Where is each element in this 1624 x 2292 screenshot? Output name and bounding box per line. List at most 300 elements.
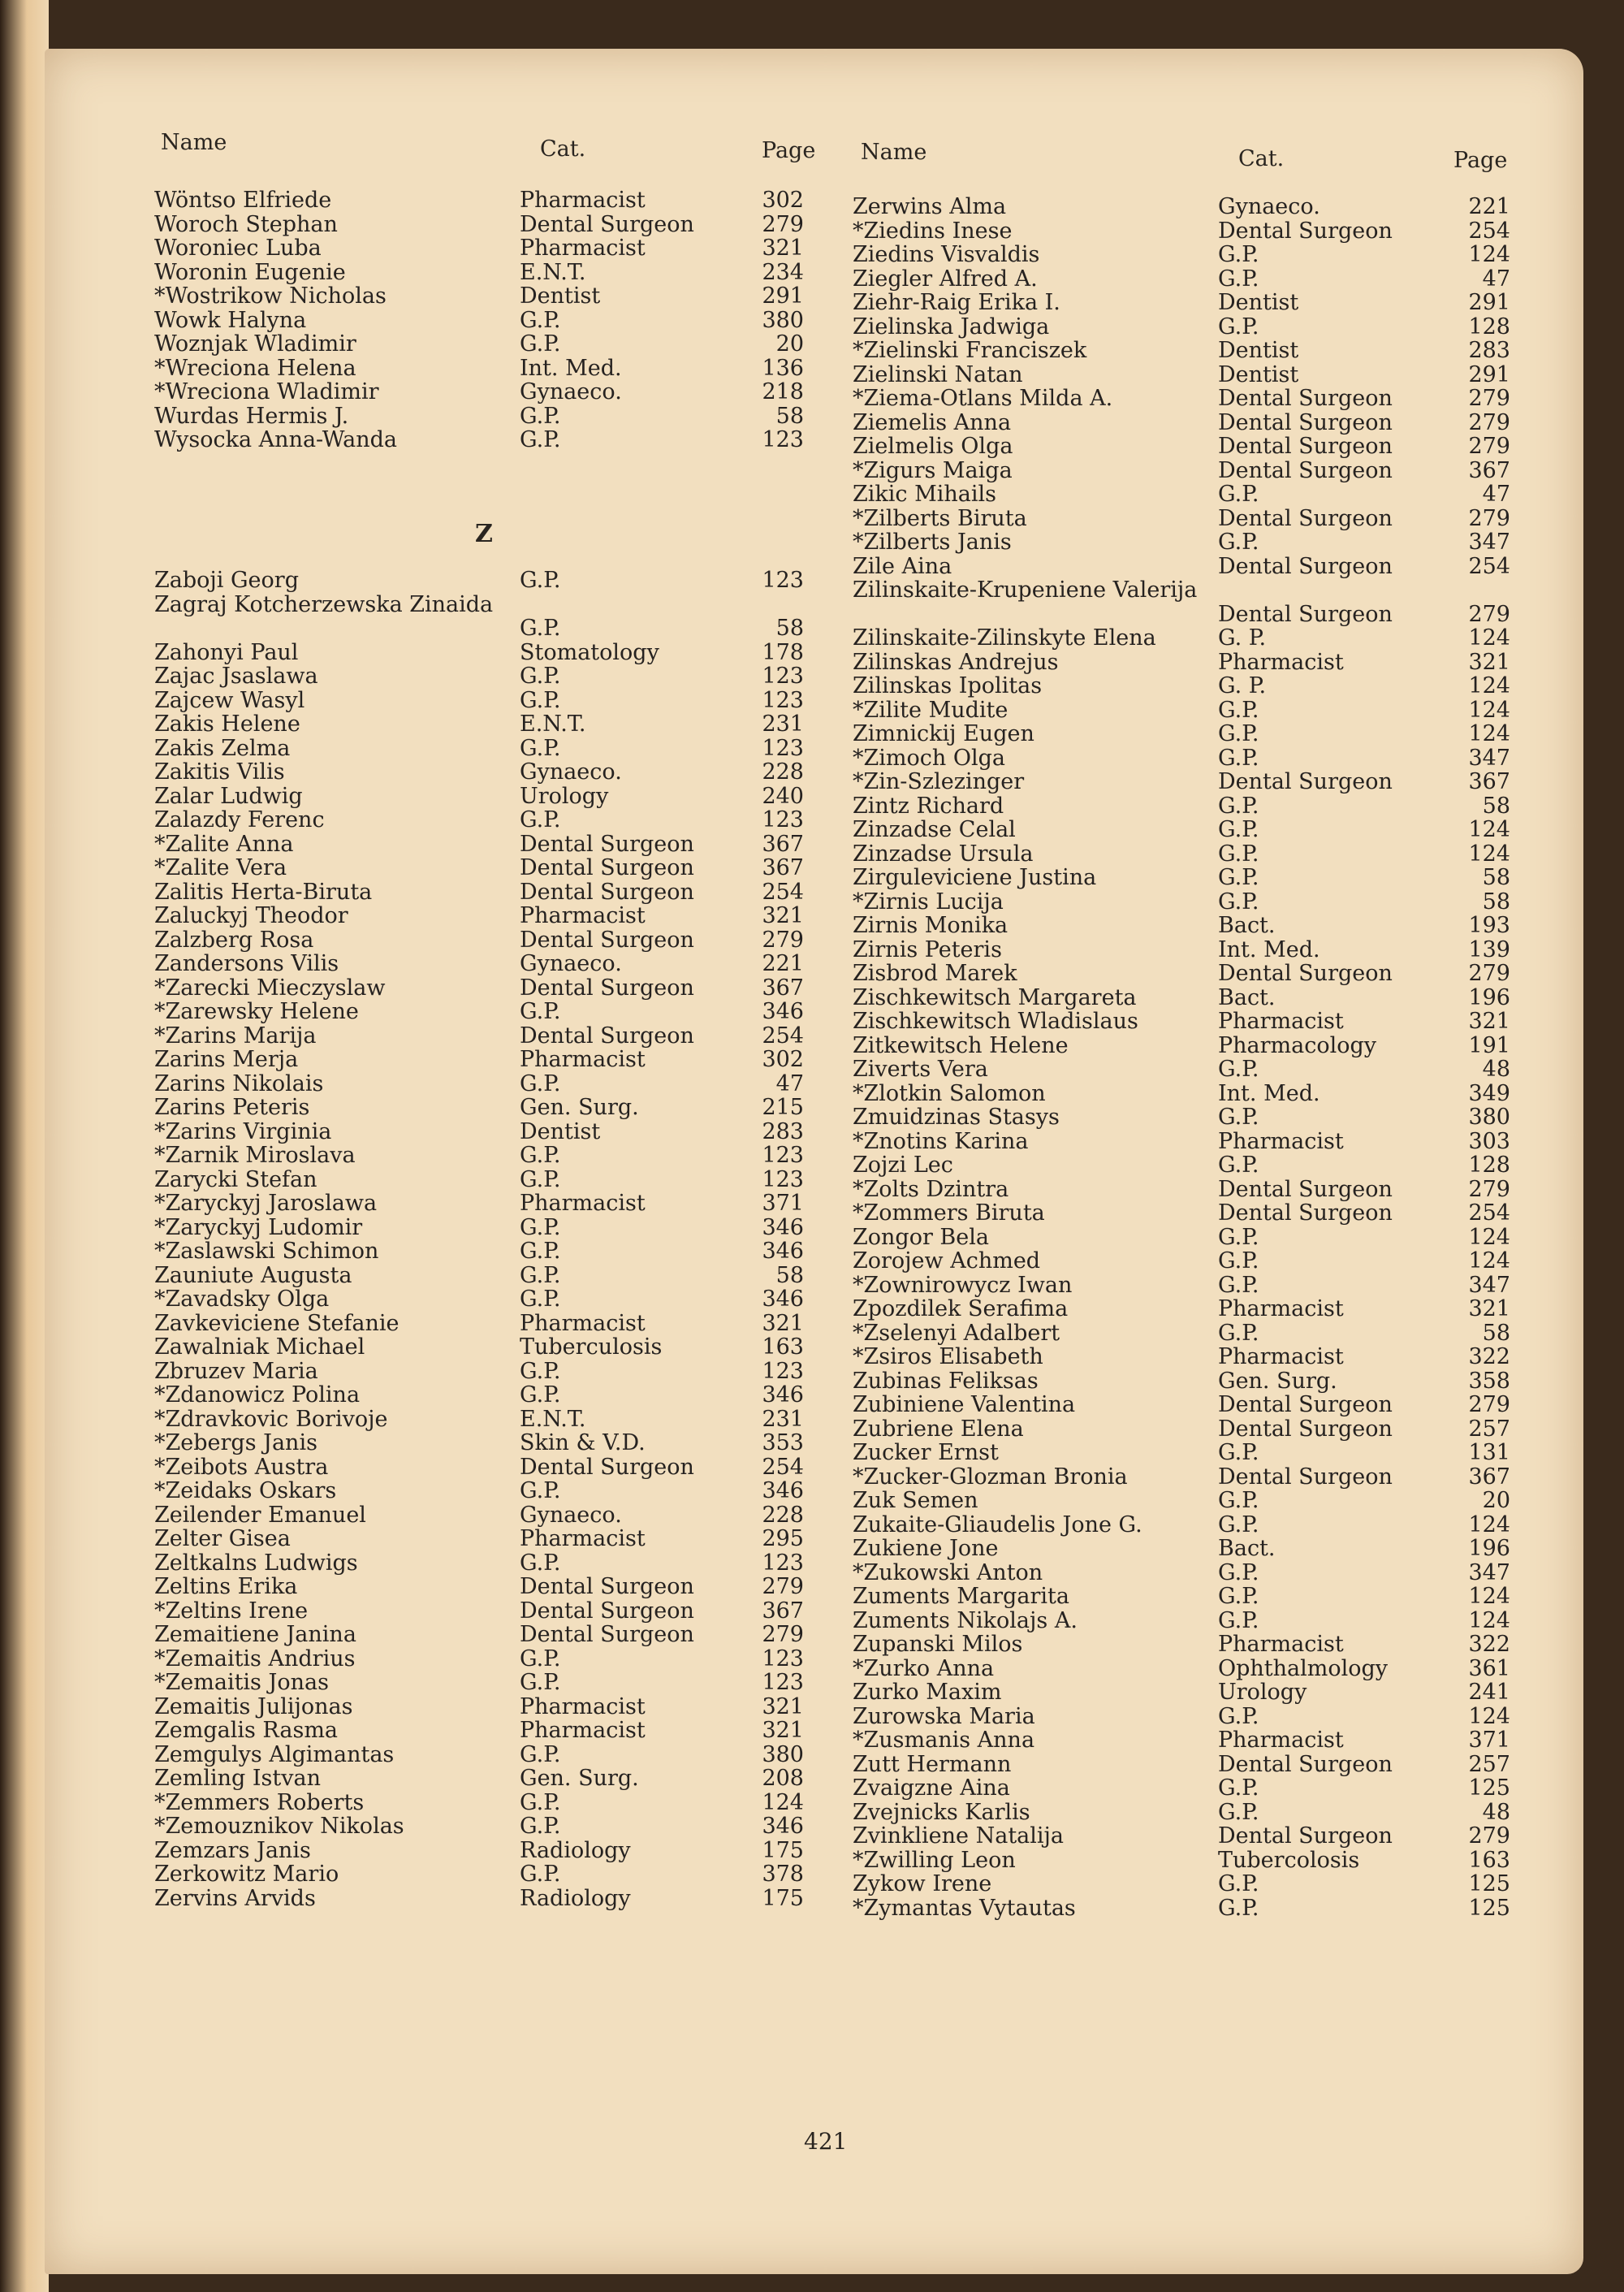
directory-entry xyxy=(853,219,1510,244)
entry-name: Zikic Mihails xyxy=(853,482,996,507)
entry-name: Ziedins Visvaldis xyxy=(853,242,1040,267)
entry-page: 218 xyxy=(762,379,804,404)
directory-entry xyxy=(853,1226,1510,1250)
entry-category: G.P. xyxy=(520,1358,561,1384)
entry-name: Zvinkliene Natalija xyxy=(853,1823,1065,1849)
entry-page: 321 xyxy=(1468,1296,1510,1321)
entry-name: Zeltins Erika xyxy=(154,1574,298,1599)
entry-name: Zmuidzinas Stasys xyxy=(853,1105,1060,1130)
entry-name: Zischkewitsch Margareta xyxy=(853,984,1137,1010)
entry-page: 303 xyxy=(1468,1128,1510,1154)
entry-name: Zitkewitsch Helene xyxy=(853,1032,1069,1058)
directory-entry xyxy=(853,1153,1510,1178)
entry-page: 321 xyxy=(762,236,804,261)
entry-page: 47 xyxy=(1482,266,1510,292)
entry-category: G.P. xyxy=(520,807,561,832)
entry-category: Dental Surgeon xyxy=(1218,1823,1393,1849)
entry-name: Zelter Gisea xyxy=(154,1526,291,1551)
entry-category: Pharmacist xyxy=(1218,1728,1344,1753)
entry-category: G.P. xyxy=(520,1287,561,1312)
entry-name: Zahonyi Paul xyxy=(154,639,299,665)
entry-category: Gynaeco. xyxy=(1218,194,1320,219)
directory-entry xyxy=(853,698,1510,723)
entry-category: Gen. Surg. xyxy=(520,1095,639,1120)
directory-entry xyxy=(853,1130,1510,1154)
entry-page: 178 xyxy=(762,639,804,665)
directory-entry xyxy=(154,593,804,641)
entry-category: Dental Surgeon xyxy=(1218,601,1393,627)
directory-entry xyxy=(853,482,1510,507)
directory-entry xyxy=(853,1274,1510,1298)
entry-category: G.P. xyxy=(1218,817,1259,842)
entry-category: G.P. xyxy=(1218,865,1259,890)
directory-entry xyxy=(154,1575,804,1599)
entry-page: 123 xyxy=(762,687,804,713)
entry-page: 353 xyxy=(762,1430,804,1455)
entry-category: Tubercolosis xyxy=(1218,1847,1360,1873)
entry-category: Pharmacist xyxy=(1218,1632,1344,1657)
entry-name: *Zymantas Vytautas xyxy=(853,1895,1076,1921)
entry-category: Pharmacist xyxy=(520,1718,646,1743)
directory-entry xyxy=(853,315,1510,339)
entry-name: Zuments Nikolajs A. xyxy=(853,1607,1078,1633)
directory-entry xyxy=(154,1335,804,1360)
entry-category: G.P. xyxy=(1218,1511,1259,1537)
entry-name: *Zaryckyj Ludomir xyxy=(154,1214,363,1240)
entry-page: 349 xyxy=(1468,1080,1510,1106)
entry-page: 58 xyxy=(1482,1320,1510,1346)
entry-name: Zuments Margarita xyxy=(853,1584,1069,1609)
directory-entry xyxy=(154,689,804,713)
directory-entry xyxy=(853,1417,1510,1442)
entry-category: Gynaeco. xyxy=(520,951,622,976)
entry-category: Dental Surgeon xyxy=(1218,1200,1393,1226)
entry-name: *Zemouznikov Nikolas xyxy=(154,1814,404,1839)
directory-entry xyxy=(154,808,804,832)
entry-page: 125 xyxy=(1468,1871,1510,1896)
directory-entry xyxy=(853,1801,1510,1825)
entry-category: G.P. xyxy=(520,664,561,689)
entry-name: *Zirnis Lucija xyxy=(853,889,1004,915)
entry-category: G.P. xyxy=(520,1239,561,1264)
entry-name: Ziverts Vera xyxy=(853,1057,988,1082)
directory-entry xyxy=(154,1024,804,1049)
entry-category: Dental Surgeon xyxy=(520,1023,694,1049)
entry-page: 279 xyxy=(1468,1176,1510,1202)
entry-name: Wysocka Anna-Wanda xyxy=(154,427,397,452)
entry-page: 228 xyxy=(762,759,804,785)
directory-entry xyxy=(154,1623,804,1647)
entry-name: *Zeibots Austra xyxy=(154,1454,329,1480)
entry-page: 208 xyxy=(762,1766,804,1791)
entry-name: *Zebergs Janis xyxy=(154,1430,317,1455)
entry-category: G.P. xyxy=(1218,314,1259,339)
entry-page: 231 xyxy=(762,1406,804,1432)
entry-page: 371 xyxy=(1468,1728,1510,1753)
directory-entry xyxy=(154,1239,804,1264)
entry-page: 347 xyxy=(1468,1272,1510,1298)
entry-name: *Ziema-Otlans Milda A. xyxy=(853,386,1113,411)
directory-entry xyxy=(154,880,804,905)
directory-entry xyxy=(853,1753,1510,1777)
entry-name: Zarins Merja xyxy=(154,1047,299,1072)
entry-page: 367 xyxy=(1468,769,1510,794)
directory-entry xyxy=(154,641,804,665)
entry-category: G.P. xyxy=(520,1789,561,1815)
directory-entry xyxy=(154,1862,804,1887)
entry-category: Tuberculosis xyxy=(520,1334,663,1360)
entry-name: Zarins Peteris xyxy=(154,1095,310,1120)
entry-page: 228 xyxy=(762,1502,804,1528)
entry-page: 124 xyxy=(1468,721,1510,746)
directory-entry xyxy=(853,722,1510,746)
entry-page: 47 xyxy=(1482,482,1510,507)
directory-entry xyxy=(853,674,1510,698)
directory-entry xyxy=(154,1048,804,1072)
entry-category: G.P. xyxy=(1218,697,1259,723)
entry-name: *Zukowski Anton xyxy=(853,1559,1043,1585)
entry-name: Zemgulys Algimantas xyxy=(154,1741,395,1767)
entry-page: 254 xyxy=(762,1023,804,1049)
entry-page: 191 xyxy=(1468,1032,1510,1058)
entry-page: 123 xyxy=(762,807,804,832)
entry-page: 124 xyxy=(1468,1224,1510,1250)
entry-category: G.P. xyxy=(1218,1320,1259,1346)
entry-category: Dental Surgeon xyxy=(1218,409,1393,435)
entry-name: Zubiniene Valentina xyxy=(853,1392,1076,1417)
directory-entry xyxy=(154,1743,804,1767)
directory-entry xyxy=(154,1647,804,1671)
entry-page: 378 xyxy=(762,1862,804,1887)
entry-category: G.P. xyxy=(520,1478,561,1503)
entry-name: *Wreciona Wladimir xyxy=(154,379,379,404)
entry-category: Radiology xyxy=(520,1885,631,1911)
entry-name: Zakitis Vilis xyxy=(154,759,285,785)
entry-page: 123 xyxy=(762,1143,804,1168)
directory-entry xyxy=(853,962,1510,986)
entry-name: Zervins Arvids xyxy=(154,1885,316,1911)
entry-page: 215 xyxy=(762,1095,804,1120)
entry-name: Zarycki Stefan xyxy=(154,1166,317,1192)
directory-entry xyxy=(154,1408,804,1432)
entry-page: 128 xyxy=(1468,314,1510,339)
entry-name: Zalazdy Ferenc xyxy=(154,807,325,832)
entry-name: Zukiene Jone xyxy=(853,1536,999,1561)
entry-category: G.P. xyxy=(520,687,561,713)
entry-category: Pharmacist xyxy=(1218,649,1344,675)
entry-category: Dental Surgeon xyxy=(1218,434,1393,459)
entry-page: 254 xyxy=(1468,553,1510,579)
right-column xyxy=(853,195,1510,1920)
directory-entry xyxy=(154,1839,804,1863)
entry-page: 346 xyxy=(762,1214,804,1240)
entry-page: 279 xyxy=(1468,1823,1510,1849)
entry-category: G.P. xyxy=(520,1814,561,1839)
entry-category: Dental Surgeon xyxy=(1218,1176,1393,1202)
entry-category: Dental Surgeon xyxy=(1218,769,1393,794)
entry-category: Dental Surgeon xyxy=(1218,1751,1393,1777)
directory-entry xyxy=(154,284,804,309)
entry-category: G.P. xyxy=(520,403,561,429)
entry-page: 47 xyxy=(775,1070,804,1096)
left-column-bottom xyxy=(154,569,804,1910)
entry-page: 367 xyxy=(762,1598,804,1624)
directory-entry xyxy=(154,1671,804,1695)
directory-entry xyxy=(154,1072,804,1096)
entry-name: *Zlotkin Salomon xyxy=(853,1080,1046,1106)
entry-name: Zucker Ernst xyxy=(853,1440,999,1465)
entry-page: 347 xyxy=(1468,1559,1510,1585)
entry-name: Zakis Helene xyxy=(154,711,300,737)
entry-page: 124 xyxy=(1468,673,1510,698)
directory-entry xyxy=(853,1465,1510,1490)
entry-name: Woronin Eugenie xyxy=(154,259,346,285)
entry-category: G.P. xyxy=(520,1550,561,1576)
directory-entry xyxy=(154,380,804,404)
entry-name: Zongor Bela xyxy=(853,1224,989,1250)
entry-name: Zielinska Jadwiga xyxy=(853,314,1050,339)
section-letter: Z xyxy=(475,520,493,548)
entry-category: Bact. xyxy=(1218,1536,1276,1561)
entry-name: Zvejnicks Karlis xyxy=(853,1799,1030,1825)
entry-category: G.P. xyxy=(1218,745,1259,771)
entry-category: Dentist xyxy=(520,1118,601,1144)
entry-name: Zagraj Kotcherzewska Zinaida xyxy=(154,591,494,617)
entry-category: G.P. xyxy=(1218,1248,1259,1274)
directory-entry xyxy=(853,1657,1510,1681)
entry-name: Woznjak Wladimir xyxy=(154,331,356,357)
entry-page: 367 xyxy=(1468,1464,1510,1490)
entry-page: 20 xyxy=(1482,1488,1510,1513)
entry-page: 124 xyxy=(1468,242,1510,267)
entry-name: *Zaslawski Schimon xyxy=(154,1239,379,1264)
right-header-name: Name xyxy=(861,140,927,165)
entry-category: Dental Surgeon xyxy=(520,879,694,905)
entry-category: Pharmacist xyxy=(520,1693,646,1719)
entry-name: *Zin-Szlezinger xyxy=(853,769,1025,794)
entry-page: 346 xyxy=(762,1382,804,1408)
entry-category: G.P. xyxy=(1218,482,1259,507)
entry-page: 291 xyxy=(1468,361,1510,387)
entry-category: Dental Surgeon xyxy=(520,855,694,880)
directory-entry xyxy=(154,569,804,593)
entry-category: E.N.T. xyxy=(520,259,586,285)
entry-category: G.P. xyxy=(520,1070,561,1096)
directory-entry xyxy=(853,818,1510,842)
directory-entry xyxy=(853,626,1510,651)
entry-page: 175 xyxy=(762,1885,804,1911)
entry-category: Dental Surgeon xyxy=(1218,505,1393,531)
directory-entry xyxy=(853,794,1510,819)
entry-category: Pharmacist xyxy=(520,1047,646,1072)
directory-entry xyxy=(853,363,1510,387)
directory-entry xyxy=(853,1513,1510,1537)
entry-category: Pharmacist xyxy=(520,188,646,213)
entry-page: 20 xyxy=(775,331,804,357)
entry-name: Zilinskas Andrejus xyxy=(853,649,1059,675)
entry-page: 124 xyxy=(1468,1511,1510,1537)
entry-name: Zeltkalns Ludwigs xyxy=(154,1550,358,1576)
entry-name: Zielmelis Olga xyxy=(853,434,1013,459)
entry-category: Dentist xyxy=(1218,290,1299,315)
entry-name: Zintz Richard xyxy=(853,793,1004,819)
directory-entry xyxy=(154,712,804,737)
entry-name: Zurowska Maria xyxy=(853,1703,1035,1729)
entry-page: 283 xyxy=(762,1118,804,1144)
left-header-cat: Cat. xyxy=(540,136,586,162)
entry-name: Zalar Ludwig xyxy=(154,783,303,809)
directory-entry xyxy=(154,1096,804,1120)
entry-category: Gynaeco. xyxy=(520,1502,622,1528)
directory-entry xyxy=(853,1728,1510,1753)
directory-entry xyxy=(853,1585,1510,1609)
entry-page: 124 xyxy=(1468,1584,1510,1609)
entry-name: *Zeltins Irene xyxy=(154,1598,309,1624)
entry-name: *Zommers Biruta xyxy=(853,1200,1045,1226)
directory-entry xyxy=(853,1345,1510,1369)
entry-category: Bact. xyxy=(1218,984,1276,1010)
directory-entry xyxy=(154,236,804,261)
directory-entry xyxy=(154,1312,804,1336)
entry-page: 175 xyxy=(762,1837,804,1863)
entry-page: 347 xyxy=(1468,745,1510,771)
directory-entry xyxy=(154,1120,804,1144)
directory-entry xyxy=(853,1297,1510,1321)
directory-entry xyxy=(853,1705,1510,1729)
entry-name: Zielinski Natan xyxy=(853,361,1023,387)
entry-name: *Zolts Dzintra xyxy=(853,1176,1009,1202)
right-header-page: Page xyxy=(1453,148,1508,173)
entry-category: Pharmacist xyxy=(520,1310,646,1336)
entry-name: Zupanski Milos xyxy=(853,1632,1023,1657)
entry-name: Zarins Nikolais xyxy=(154,1070,324,1096)
entry-category: E.N.T. xyxy=(520,1406,586,1432)
entry-category: G.P. xyxy=(1218,530,1259,555)
entry-page: 123 xyxy=(762,1670,804,1695)
entry-category: Gynaeco. xyxy=(520,379,622,404)
entry-page: 58 xyxy=(1482,865,1510,890)
entry-page: 123 xyxy=(762,427,804,452)
entry-category: G.P. xyxy=(520,1670,561,1695)
entry-category: Pharmacist xyxy=(1218,1344,1344,1369)
directory-entry xyxy=(154,904,804,928)
directory-entry xyxy=(154,832,804,857)
entry-category: Dental Surgeon xyxy=(520,831,694,857)
entry-name: *Zusmanis Anna xyxy=(853,1728,1035,1753)
entry-page: 295 xyxy=(762,1526,804,1551)
entry-page: 123 xyxy=(762,664,804,689)
entry-category: G. P. xyxy=(1218,673,1267,698)
entry-category: Pharmacist xyxy=(1218,1296,1344,1321)
entry-name: Zajcew Wasyl xyxy=(154,687,305,713)
directory-entry xyxy=(154,1168,804,1192)
entry-page: 124 xyxy=(1468,1607,1510,1633)
entry-page: 241 xyxy=(1468,1680,1510,1705)
entry-name: *Wreciona Helena xyxy=(154,355,356,381)
right-header-cat: Cat. xyxy=(1238,146,1285,171)
directory-entry xyxy=(154,357,804,381)
entry-category: G.P. xyxy=(520,1214,561,1240)
entry-name: Zutt Hermann xyxy=(853,1751,1012,1777)
entry-page: 302 xyxy=(762,188,804,213)
directory-entry xyxy=(154,1791,804,1815)
entry-category: Dental Surgeon xyxy=(1218,553,1393,579)
entry-name: *Zarecki Mieczyslaw xyxy=(154,975,386,1001)
entry-name: *Zurko Anna xyxy=(853,1655,995,1681)
entry-name: Zykow Irene xyxy=(853,1871,992,1896)
entry-page: 163 xyxy=(1468,1847,1510,1873)
entry-category: Bact. xyxy=(1218,913,1276,938)
directory-entry xyxy=(853,914,1510,938)
entry-name: *Zemmers Roberts xyxy=(154,1789,365,1815)
entry-category: G.P. xyxy=(1218,266,1259,292)
entry-name: *Zarins Virginia xyxy=(154,1118,332,1144)
entry-category: G.P. xyxy=(520,427,561,452)
entry-category: Pharmacist xyxy=(1218,1128,1344,1154)
directory-entry xyxy=(154,760,804,785)
entry-page: 123 xyxy=(762,1550,804,1576)
entry-page: 48 xyxy=(1482,1799,1510,1825)
entry-category: G.P. xyxy=(1218,1152,1259,1178)
entry-category: Dentist xyxy=(1218,361,1299,387)
entry-name: *Ziedins Inese xyxy=(853,218,1013,244)
entry-category: Urology xyxy=(1218,1680,1307,1705)
entry-category: G.P. xyxy=(1218,889,1259,915)
entry-page: 346 xyxy=(762,1814,804,1839)
entry-category: G.P. xyxy=(520,568,561,593)
book-binding-edge xyxy=(0,0,49,2292)
directory-entry xyxy=(853,555,1510,579)
entry-category: G.P. xyxy=(520,1166,561,1192)
entry-name: Ziehr-Raig Erika I. xyxy=(853,290,1060,315)
directory-entry xyxy=(154,785,804,809)
directory-entry xyxy=(853,1393,1510,1417)
entry-name: Zilinskas Ipolitas xyxy=(853,673,1043,698)
directory-entry xyxy=(154,428,804,452)
entry-page: 131 xyxy=(1468,1440,1510,1465)
entry-name: Zilinskaite-Krupeniene Valerija xyxy=(853,577,1198,603)
entry-name: *Znotins Karina xyxy=(853,1128,1029,1154)
entry-page: 196 xyxy=(1468,1536,1510,1561)
entry-name: *Zielinski Franciszek xyxy=(853,338,1087,363)
entry-name: Zisbrod Marek xyxy=(853,961,1017,986)
directory-entry xyxy=(154,1431,804,1455)
entry-page: 125 xyxy=(1468,1895,1510,1921)
entry-page: 58 xyxy=(775,1262,804,1288)
entry-name: Zuk Semen xyxy=(853,1488,978,1513)
entry-name: Zirnis Peteris xyxy=(853,936,1002,962)
entry-page: 221 xyxy=(1468,194,1510,219)
entry-category: G.P. xyxy=(1218,1799,1259,1825)
entry-page: 291 xyxy=(1468,290,1510,315)
entry-page: 367 xyxy=(1468,457,1510,483)
directory-entry xyxy=(853,1561,1510,1585)
entry-category: Dental Surgeon xyxy=(520,211,694,237)
entry-name: Wowk Halyna xyxy=(154,307,307,333)
entry-name: Zemling Istvan xyxy=(154,1766,321,1791)
entry-category: G.P. xyxy=(520,1862,561,1887)
left-header-name: Name xyxy=(161,130,227,155)
entry-name: Zavkeviciene Stefanie xyxy=(154,1310,400,1336)
directory-entry xyxy=(154,1144,804,1168)
entry-category: Dental Surgeon xyxy=(520,1574,694,1599)
entry-name: Zerwins Alma xyxy=(853,194,1007,219)
directory-entry xyxy=(853,1609,1510,1633)
entry-page: 346 xyxy=(762,1239,804,1264)
entry-name: Zemzars Janis xyxy=(154,1837,311,1863)
entry-page: 193 xyxy=(1468,913,1510,938)
entry-name: *Zilite Mudite xyxy=(853,697,1009,723)
